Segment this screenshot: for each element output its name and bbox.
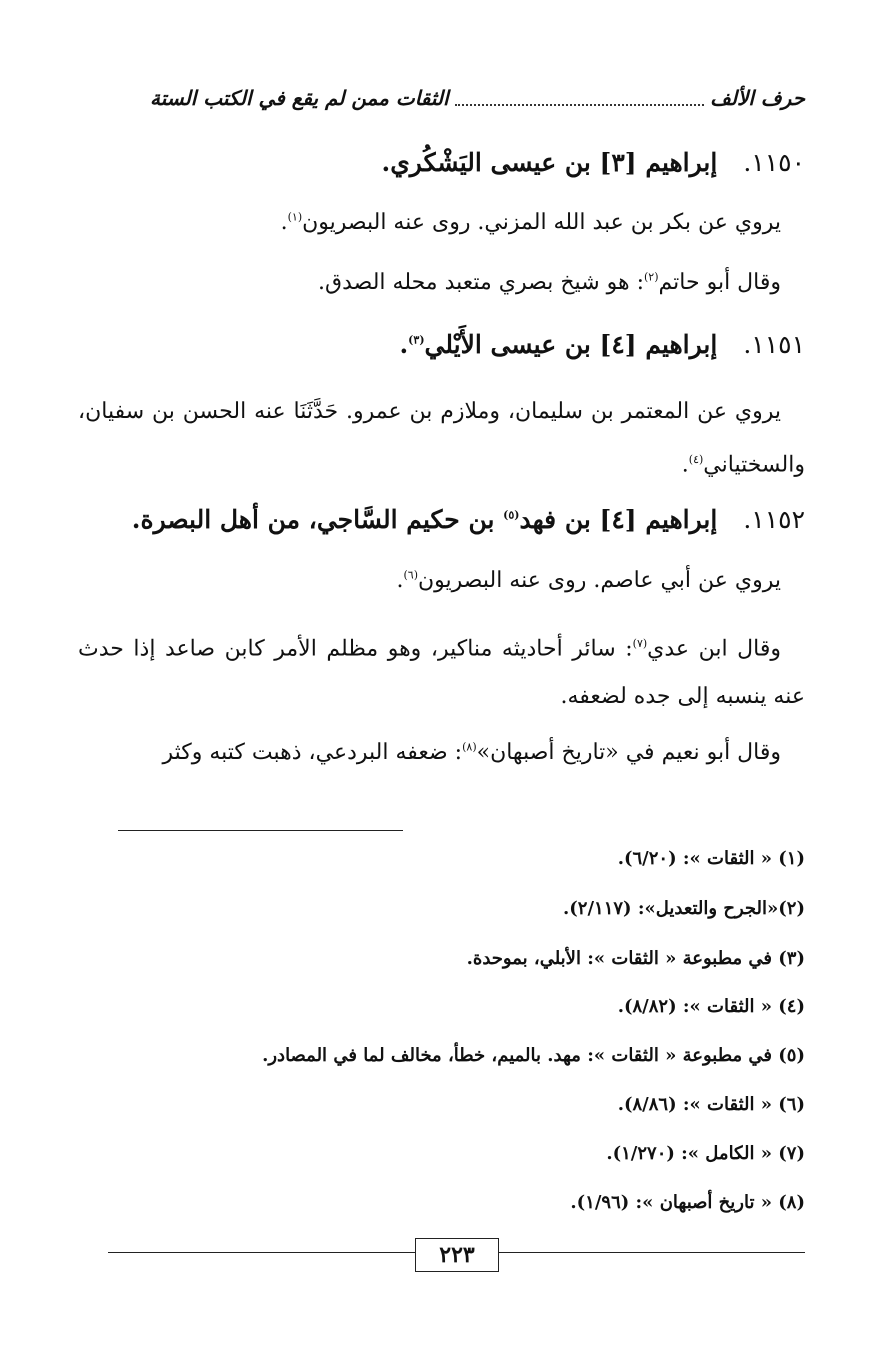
- footnote-3: (٣) في مطبوعة « الثقات »: الأبلي، بموحدة.: [466, 948, 805, 969]
- footnote-7: (٧) « الكامل »: (١/٢٧٠).: [606, 1143, 805, 1164]
- line-text: يروي عن بكر بن عبد الله المزني. روى عنه البصريون: [302, 210, 781, 235]
- entry-title-1152: [132, 505, 805, 534]
- entry-line: [318, 270, 805, 295]
- footnote-ref: (٢): [644, 270, 659, 284]
- footnote-ref: (٧): [632, 637, 648, 650]
- line-tail: : هو شيخ بصري متعبد محله الصدق.: [318, 270, 644, 295]
- footnote-8: (٨) « تاريخ أصبهان »: (١/٩٦).: [570, 1192, 805, 1213]
- entry-paragraph: [78, 620, 805, 721]
- footnote-6: (٦) « الثقات »: (٨/٨٦).: [617, 1094, 805, 1115]
- entry-number: ١١٥٢.: [743, 505, 805, 534]
- entry-line: [396, 568, 805, 593]
- footer-rule-right: [495, 1252, 805, 1253]
- line-tail: .: [280, 210, 288, 235]
- footnote-ref: (٦): [403, 568, 418, 582]
- line-tail: .: [681, 452, 689, 478]
- running-header: [150, 84, 805, 112]
- footnote-ref: (٨): [462, 740, 477, 754]
- footnote-5: (٥) في مطبوعة « الثقات »: مهد. بالميم، خطأ، مخالف لما في المصادر.: [262, 1045, 805, 1066]
- footnote-ref: (١): [287, 210, 303, 224]
- entry-title-1151: [399, 330, 805, 359]
- line-text: يروي عن المعتمر بن سليمان، وملازم بن عمرو. حَدَّثَنَا عنه الحسن بن سفيان، والسختياني: [78, 399, 805, 478]
- footnote-1: (١) « الثقات »: (٦/٢٠).: [617, 848, 805, 869]
- header-dots: [455, 90, 705, 106]
- entry-title-1150: [382, 148, 805, 177]
- line-text: وقال أبو حاتم: [658, 270, 781, 295]
- entry-number: ١١٥١.: [743, 330, 805, 359]
- footnote-ref: (٤): [688, 453, 704, 466]
- title-tail: بن حكيم السَّاجي، من أهل البصرة.: [131, 505, 504, 534]
- line-text: وقال أبو نعيم في «تاريخ أصبهان»: [476, 740, 781, 765]
- footnote-4: (٤) « الثقات »: (٨/٨٢).: [617, 996, 805, 1017]
- line-tail: : سائر أحاديثه مناكير، وهو مظلم الأمر كابن صاعد إذا حدث عنه ينسبه إلى جده لضعفه.: [78, 636, 805, 710]
- entry-name: إبراهيم [٣] بن عيسى اليَشْكُري.: [381, 148, 718, 177]
- page-number: ٢٢٣: [415, 1238, 499, 1272]
- entry-name: إبراهيم [٤] بن فهد: [519, 505, 718, 534]
- footnote-ref: (٥): [503, 508, 520, 522]
- entry-line: [162, 740, 805, 765]
- line-tail: .: [396, 568, 404, 593]
- header-chapter: حرف الألف: [710, 86, 805, 110]
- line-text: يروي عن أبي عاصم. روى عنه البصريون: [418, 568, 781, 593]
- footer-rule-left: [108, 1252, 418, 1253]
- header-book-title: الثقات ممن لم يقع في الكتب الستة: [150, 86, 449, 110]
- line-tail: : ضعفه البردعي، ذهبت كتبه وكثر: [162, 740, 463, 765]
- entry-paragraph: [78, 388, 805, 489]
- title-tail: .: [399, 330, 409, 359]
- entry-line: [281, 210, 805, 235]
- footnote-separator: [118, 830, 403, 831]
- footnote-ref: (٣): [408, 333, 425, 347]
- footnote-2: (٢)«الجرح والتعديل»: (٢/١١٧).: [563, 898, 805, 919]
- entry-number: ١١٥٠.: [743, 148, 805, 177]
- line-text: وقال ابن عدي: [647, 636, 781, 662]
- entry-name: إبراهيم [٤] بن عيسى الأَيْلي: [424, 330, 718, 359]
